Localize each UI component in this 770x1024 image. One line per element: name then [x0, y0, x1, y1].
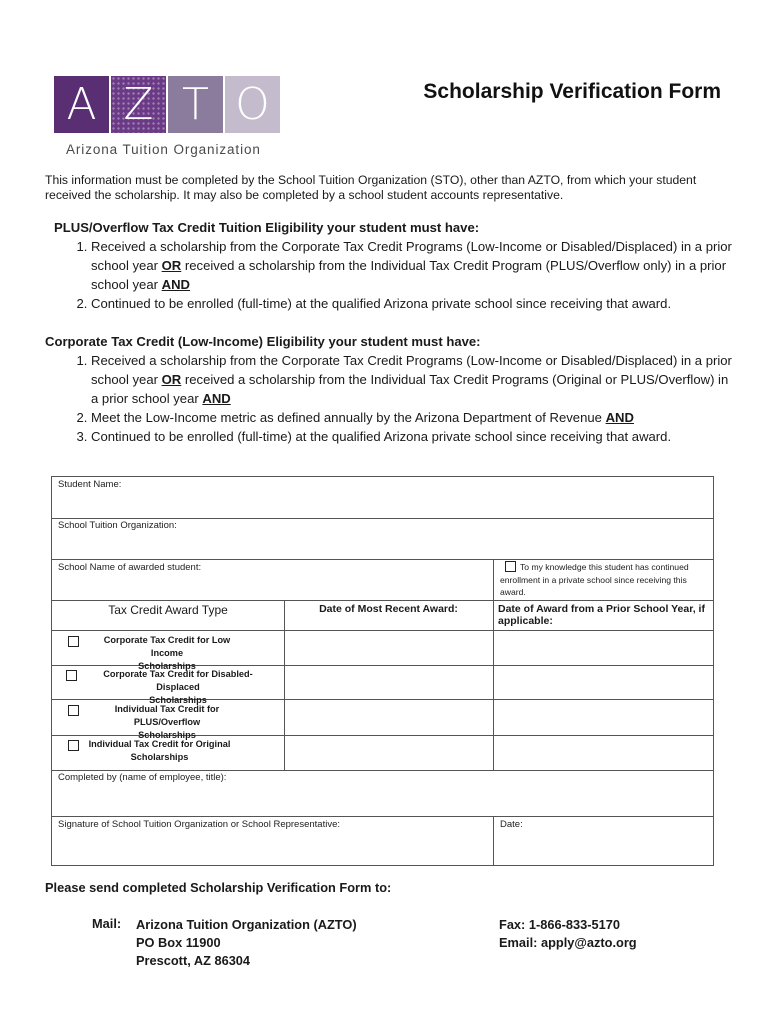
and-emphasis: AND — [202, 391, 231, 406]
award-label — [85, 668, 271, 707]
award-label-line: Corporate Tax Credit for Disabled-Displaced — [103, 669, 253, 692]
azto-logo — [54, 76, 282, 157]
corporate-eligibility-list — [45, 351, 735, 446]
plus-eligibility-heading: PLUS/Overflow Tax Credit Tuition Eligibility your student must have: — [54, 220, 480, 235]
award-row-disabled-displaced — [66, 668, 271, 707]
mailing-address — [136, 916, 357, 970]
divider — [52, 816, 713, 817]
list-item — [91, 427, 735, 446]
item-text: Received a scholarship from the Corporate Tax Credit Programs (Low-Income or Disabled/Displaced) in a prior school year — [91, 239, 732, 273]
plus-eligibility-list — [45, 237, 735, 313]
list-item — [91, 237, 735, 294]
address-line: PO Box 11900 — [136, 935, 221, 950]
divider — [493, 559, 494, 770]
verification-form — [51, 476, 714, 866]
page-title: Scholarship Verification Form — [423, 80, 721, 103]
corporate-eligibility-section — [45, 332, 735, 446]
divider — [284, 600, 285, 770]
fax-number: Fax: 1-866-833-5170 — [499, 917, 620, 932]
item-text: Continued to be enrolled (full-time) at the qualified Arizona private school since receiving that award. — [91, 296, 672, 311]
logo-subtitle: Arizona Tuition Organization — [66, 142, 261, 157]
item-text: received a scholarship from the Individual Tax Credit Programs (Original or PLUS/Overflow) in a prior school year — [91, 372, 729, 406]
award-label — [87, 703, 247, 742]
divider — [493, 816, 494, 866]
award-label-line: Scholarships — [149, 695, 207, 705]
and-emphasis: AND — [605, 410, 634, 425]
send-instructions: Please send completed Scholarship Verification Form to: — [45, 880, 392, 895]
list-item — [91, 294, 735, 313]
continued-enrollment-text: To my knowledge this student has continued enrollment in a private school since receiving this award. — [500, 562, 689, 597]
award-label-line: Individual Tax Credit for Original — [88, 739, 231, 749]
list-item — [91, 408, 735, 427]
award-row-plus-overflow — [68, 703, 247, 742]
item-text: received a scholarship from the Individual Tax Credit Program (PLUS/Overflow only) in a prior school year — [91, 258, 727, 292]
award-label-line: Scholarships — [138, 661, 196, 671]
divider — [52, 600, 713, 601]
logo-tile-z: Z — [111, 76, 166, 133]
intro-paragraph: This information must be completed by the School Tuition Organization (STO), other than AZTO, from which your student received the scholarship. It may also be completed by a school student accounts representative. — [45, 173, 697, 202]
address-line: Arizona Tuition Organization (AZTO) — [136, 917, 357, 932]
continued-enrollment-statement — [500, 561, 710, 599]
or-emphasis: OR — [161, 372, 182, 387]
divider — [52, 518, 713, 519]
award-label — [87, 738, 232, 764]
school-name-field[interactable]: School Name of awarded student: — [58, 562, 202, 573]
divider — [52, 770, 713, 771]
low-income-checkbox[interactable] — [68, 636, 79, 647]
award-label-line: Corporate Tax Credit for Low Income — [103, 635, 231, 658]
contact-info — [499, 916, 637, 952]
logo-tile-t: T — [168, 76, 223, 133]
student-name-field[interactable]: Student Name: — [58, 479, 122, 490]
divider — [52, 630, 713, 631]
address-line: Prescott, AZ 86304 — [136, 953, 251, 968]
signature-field[interactable]: Signature of School Tuition Organization or School Representative: — [58, 819, 340, 830]
item-text: Received a scholarship from the Corporate Tax Credit Programs (Low-Income or Disabled/Displaced) in a prior school year — [91, 353, 732, 387]
divider — [52, 559, 713, 560]
award-label-line: Individual Tax Credit for PLUS/Overflow — [114, 704, 220, 727]
award-label-line: Scholarships — [138, 730, 196, 740]
prior-award-header: Date of Award from a Prior School Year, if applicable: — [498, 603, 705, 627]
list-item — [91, 351, 735, 408]
plus-overflow-checkbox[interactable] — [68, 705, 79, 716]
corporate-eligibility-heading: Corporate Tax Credit (Low-Income) Eligibility your student must have: — [45, 334, 481, 349]
recent-award-header: Date of Most Recent Award: — [319, 603, 458, 615]
and-emphasis: AND — [161, 277, 190, 292]
email-address[interactable]: Email: apply@azto.org — [499, 935, 637, 950]
original-checkbox[interactable] — [68, 740, 79, 751]
mail-label: Mail: — [92, 916, 122, 931]
logo-tile-o: O — [225, 76, 280, 133]
sto-field[interactable]: School Tuition Organization: — [58, 520, 177, 531]
completed-by-field[interactable]: Completed by (name of employee, title): — [58, 772, 227, 783]
logo-tile-a: A — [54, 76, 109, 133]
disabled-displaced-checkbox[interactable] — [66, 670, 77, 681]
award-label-line: Scholarships — [130, 752, 189, 762]
award-type-header: Tax Credit Award Type — [108, 603, 228, 617]
logo-tiles — [54, 76, 282, 133]
or-emphasis: OR — [161, 258, 182, 273]
plus-eligibility-section — [45, 218, 735, 313]
item-text: Meet the Low-Income metric as defined annually by the Arizona Department of Revenue — [91, 410, 606, 425]
date-field[interactable]: Date: — [500, 819, 523, 830]
award-row-original — [68, 738, 232, 764]
continued-enrollment-checkbox[interactable] — [505, 561, 516, 572]
item-text: Continued to be enrolled (full-time) at the qualified Arizona private school since receiving that award. — [91, 429, 672, 444]
